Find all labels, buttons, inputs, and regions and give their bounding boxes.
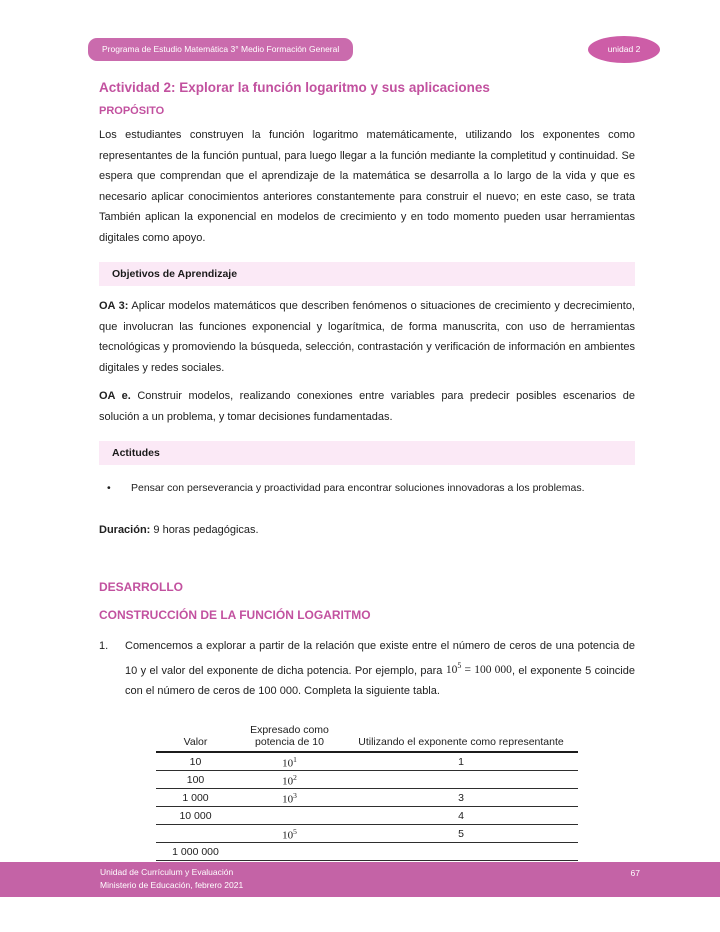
table-row [156,752,578,771]
item-text [125,636,635,701]
cell-representante [344,771,578,789]
proposito-paragraph: Los estudiantes construyen la función logaritmo matemáticamente, utilizando los exponentes como representantes de la función puntual, para luego llegar a la función mediante la completitud y continuidad. Se espera que comprendan que el aprendizaje de la matemática se desarrolla a lo largo de la vida y que es necesario aplicar conocimientos anteriores constantemente para construir el nuevo; en este caso, se trata También aplican la exponencial en modelos de crecimiento y en todo momento pueden usar herramientas digitales como apoyo. [99,129,635,244]
header-valor: Valor [156,723,235,752]
cell-potencia: $10^1$ [235,752,344,771]
cell-potencia: $10^5$ [235,825,344,843]
table-row [156,807,578,825]
numbered-item-1 [99,636,635,701]
content-column [99,80,635,884]
table-row [156,843,578,861]
oa3-paragraph [99,296,635,378]
objetivos-heading-bar: Objetivos de Aprendizaje [99,262,635,286]
math-expression [445,661,512,677]
table-header [156,723,578,752]
header-representante: Utilizando el exponente como representante [344,723,578,752]
cell-potencia [235,807,344,825]
table-row [156,771,578,789]
page-footer [0,862,720,897]
cell-valor [156,825,235,843]
duracion-label: Duración: [99,524,151,536]
cell-potencia-exponent: 1 [293,754,297,764]
footer-line1: Unidad de Currículum y Evaluación [100,867,234,877]
cell-representante: 1 [344,752,578,771]
cell-potencia-exponent: 3 [293,790,297,800]
proposito-heading: PROPÓSITO [99,105,165,117]
cell-representante: 3 [344,789,578,807]
cell-valor: 10 [156,752,235,771]
math-exponent: 5 [457,661,462,671]
oae-text: Construir modelos, realizando conexiones entre variables para predecir posibles escenarios de solución a un problema, y tomar decisiones fundamentadas. [99,390,636,423]
oae-paragraph [99,386,635,427]
item-text-before: Comencemos a explorar a partir de la relación que existe entre el número de ceros de una potencia de 10 y el valor del exponente de dicha potencia. Por ejemplo, para [125,640,635,677]
table-row [156,825,578,843]
duracion-line [99,524,635,536]
bullet-icon: • [107,482,111,494]
footer-institution [100,866,243,892]
cell-potencia: $10^3$ [235,789,344,807]
oa3-label: OA 3: [99,300,129,312]
construccion-heading: CONSTRUCCIÓN DE LA FUNCIÓN LOGARITMO [99,608,371,622]
math-base: 10 [445,664,458,677]
cell-valor: 100 [156,771,235,789]
page-number: 67 [630,868,640,878]
cell-potencia: $10^2$ [235,771,344,789]
cell-representante [344,843,578,861]
header-program-badge: Programa de Estudio Matemática 3° Medio Formación General [88,38,353,61]
oa3-text: Aplicar modelos matemáticos que describen fenómenos o situaciones de crecimiento y decrecimiento, que involucran las funciones exponencial y logarítmica, de forma manuscrita, con uso de herramientas tecnológicas y promoviendo la búsqueda, selección, contrastación y verificación de información en ambientes digitales y redes sociales. [99,300,635,374]
cell-valor: 1 000 [156,789,235,807]
cell-representante: 4 [344,807,578,825]
item-text-after: , el exponente 5 coincide con el número de ceros de 100 000. Completa la siguiente tabla. [125,664,635,697]
cell-valor: 1 000 000 [156,843,235,861]
table-header-row [156,723,578,752]
powers-table-body [156,752,578,861]
footer-line2: Ministerio de Educación, febrero 2021 [100,880,244,890]
powers-of-ten-table [156,723,578,861]
cell-potencia [235,843,344,861]
cell-potencia-exponent: 5 [293,826,297,836]
actitudes-bullet-item [107,481,635,496]
activity-title: Actividad 2: Explorar la función logaritmo y sus aplicaciones [99,80,490,95]
actitudes-heading-bar: Actitudes [99,441,635,465]
table-row [156,789,578,807]
cell-representante: 5 [344,825,578,843]
header-unit-badge: unidad 2 [588,36,660,63]
oae-label: OA e. [99,390,131,402]
item-number: 1. [99,640,109,652]
actitudes-bullet-text: Pensar con perseverancia y proactividad para encontrar soluciones innovadoras a los problemas. [131,482,585,494]
duracion-text: 9 horas pedagógicas. [150,524,259,536]
desarrollo-heading: DESARROLLO [99,580,183,594]
header-potencia: Expresado como potencia de 10 [235,723,344,752]
math-equals: = 100 000 [461,664,512,677]
cell-valor: 10 000 [156,807,235,825]
cell-potencia-exponent: 2 [293,772,297,782]
